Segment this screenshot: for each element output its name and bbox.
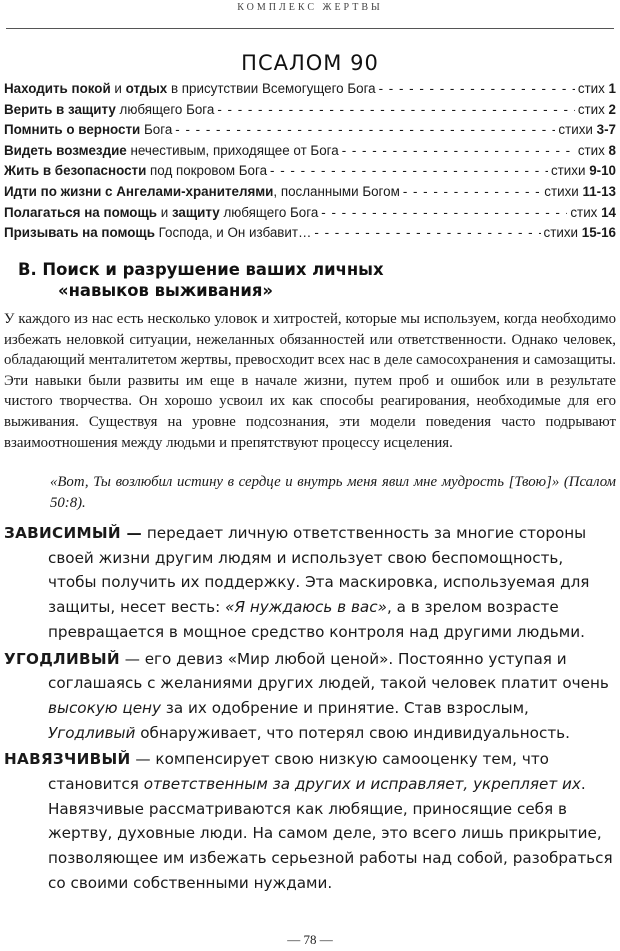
verse-reference: стихи 3-7: [558, 122, 616, 138]
verse-reference: стихи 11-13: [544, 183, 616, 199]
leader-dashes: [270, 163, 548, 178]
verse-reference: стих 1: [577, 81, 616, 96]
verse-bold-text: Верить в защиту: [4, 101, 116, 117]
definition-dependent: ЗАВИСИМЫЙ — передает личную ответственность за многие стороны своей жизни другим людям и использует свою беспомощность, чтобы получить их поддержку. Эта маскировка, используемая для защиты, несет весть: «Я нуждаюсь в вас», а в зрелом возрасте превращается в мощное средство контроля над другими людьми.: [4, 524, 590, 641]
leader-dashes: [314, 225, 540, 240]
verse-reference: стих 8: [577, 142, 616, 158]
verse-text: Господа, и Он избавит…: [154, 225, 312, 241]
verse-entry: [4, 122, 616, 143]
verse-text: под покровом Бога: [146, 163, 268, 179]
running-head: КОМПЛЕКС ЖЕРТВЫ: [237, 2, 383, 13]
body-paragraph: У каждого из нас есть несколько уловок и хитростей, которые мы используем, когда необходимо избежать неловкой ситуации, нежеланных обязанностей или ответственности. Однако человек, обладающий менталитетом жертвы, превосходит всех нас в деле самосохранения и самозащиты. Эти навыки были развиты им еще в начале жизни, путем проб и ошибок или в результате чистого творчества. Он хорошо усвоил их как способы реагирования, необходимые для его выживания. Существуя на уровне подсознания, эти модели поведения часто подрывают взаимоотношения между людьми и препятствуют процессу исцеления.: [4, 311, 616, 451]
section-heading: [18, 259, 578, 301]
definition-list: [4, 521, 616, 898]
leader-dashes: [321, 205, 567, 220]
definition-intrusive: НАВЯЗЧИВЫЙ — компенсирует свою низкую самооценку тем, что становится ответственным за других и исправляет, укрепляет их. Навязчивые рассматриваются как любящие, приносящие себя в жертву, духовные люди. На самом деле, это всего лишь прикрытие, позволяющее им избежать серьезной работы над собой, разобраться со своими собственными нуждами.: [4, 750, 613, 892]
scripture-quote: «Вот, Ты возлюбил истину в сердце и внутрь меня явил мне мудрость [Твою]» (Псалом 50:8).: [50, 474, 616, 511]
leader-dashes: [342, 143, 575, 158]
emphasis: ответственным за других и исправляет, укрепляет их: [143, 775, 581, 794]
emphasis: Угодливый: [48, 723, 136, 742]
verse-bold-text: Призывать на помощь: [4, 225, 155, 241]
page-number: — 78 —: [287, 932, 333, 947]
leader-dashes: [217, 102, 574, 117]
section-heading-line-2: «навыков выживания»: [58, 281, 273, 300]
verse-text: в присутствии Всемогущего Бога: [167, 81, 376, 96]
definition-term: НАВЯЗЧИВЫЙ: [4, 750, 131, 769]
leader-dashes: [403, 184, 541, 199]
verse-entry: Полагаться на помощь и защиту любящего Бога - - - стих 14: [4, 205, 616, 226]
section-heading-line-1: B. Поиск и разрушение ваших личных: [18, 260, 384, 279]
verse-reference: стих 2: [577, 101, 616, 117]
emphasis: «Я нуждаюсь в вас»: [225, 598, 387, 617]
verse-entry: [4, 225, 616, 246]
header-rule: [6, 28, 614, 29]
verse-bold-text: Полагаться на помощь: [4, 204, 158, 220]
definition-pleaser: УГОДЛИВЫЙ — его девиз «Мир любой ценой». Постоянно уступая и соглашаясь с желаниями других людей, такой человек платит очень высокую цену за их одобрение и принятие. Став взрослым, Угодливый обнаруживает, что потерял свою индивидуальность.: [4, 649, 609, 742]
verse-bold-text: Помнить о верности: [4, 122, 141, 138]
verse-text: Бога: [140, 122, 173, 138]
verse-reference: стихи 9-10: [550, 163, 616, 179]
definition-term: ЗАВИСИМЫЙ —: [4, 524, 143, 542]
verse-entry: Находить покой и отдых в присутствии Всемогущего Бога - - - стих 1: [4, 81, 616, 102]
verse-entry: [4, 163, 616, 184]
verse-bold-text: Находить покой: [4, 81, 111, 96]
verse-text: нечестивым, приходящее от Бога: [126, 142, 339, 158]
verse-text: , посланными Богом: [273, 183, 400, 199]
verse-entry: [4, 184, 616, 205]
verse-bold-text: Идти по жизни с Ангелами-хранителями: [4, 183, 274, 199]
leader-dashes: [175, 122, 555, 137]
verse-entry: [4, 102, 616, 123]
psalm-title: ПСАЛОМ 90: [241, 51, 379, 75]
verse-reference: стих 14: [570, 204, 616, 220]
definition-term: УГОДЛИВЫЙ: [4, 649, 120, 668]
verse-reference: стихи 15-16: [543, 225, 616, 241]
psalm-verse-list: [4, 81, 616, 246]
verse-bold-text: Видеть возмездие: [4, 142, 127, 158]
verse-text: любящего Бога: [115, 101, 215, 117]
verse-entry: [4, 143, 616, 164]
verse-text: любящего Бога: [219, 204, 319, 220]
verse-bold-text: Жить в безопасности: [4, 163, 147, 179]
emphasis: высокую цену: [48, 698, 161, 717]
leader-dashes: [379, 81, 575, 96]
